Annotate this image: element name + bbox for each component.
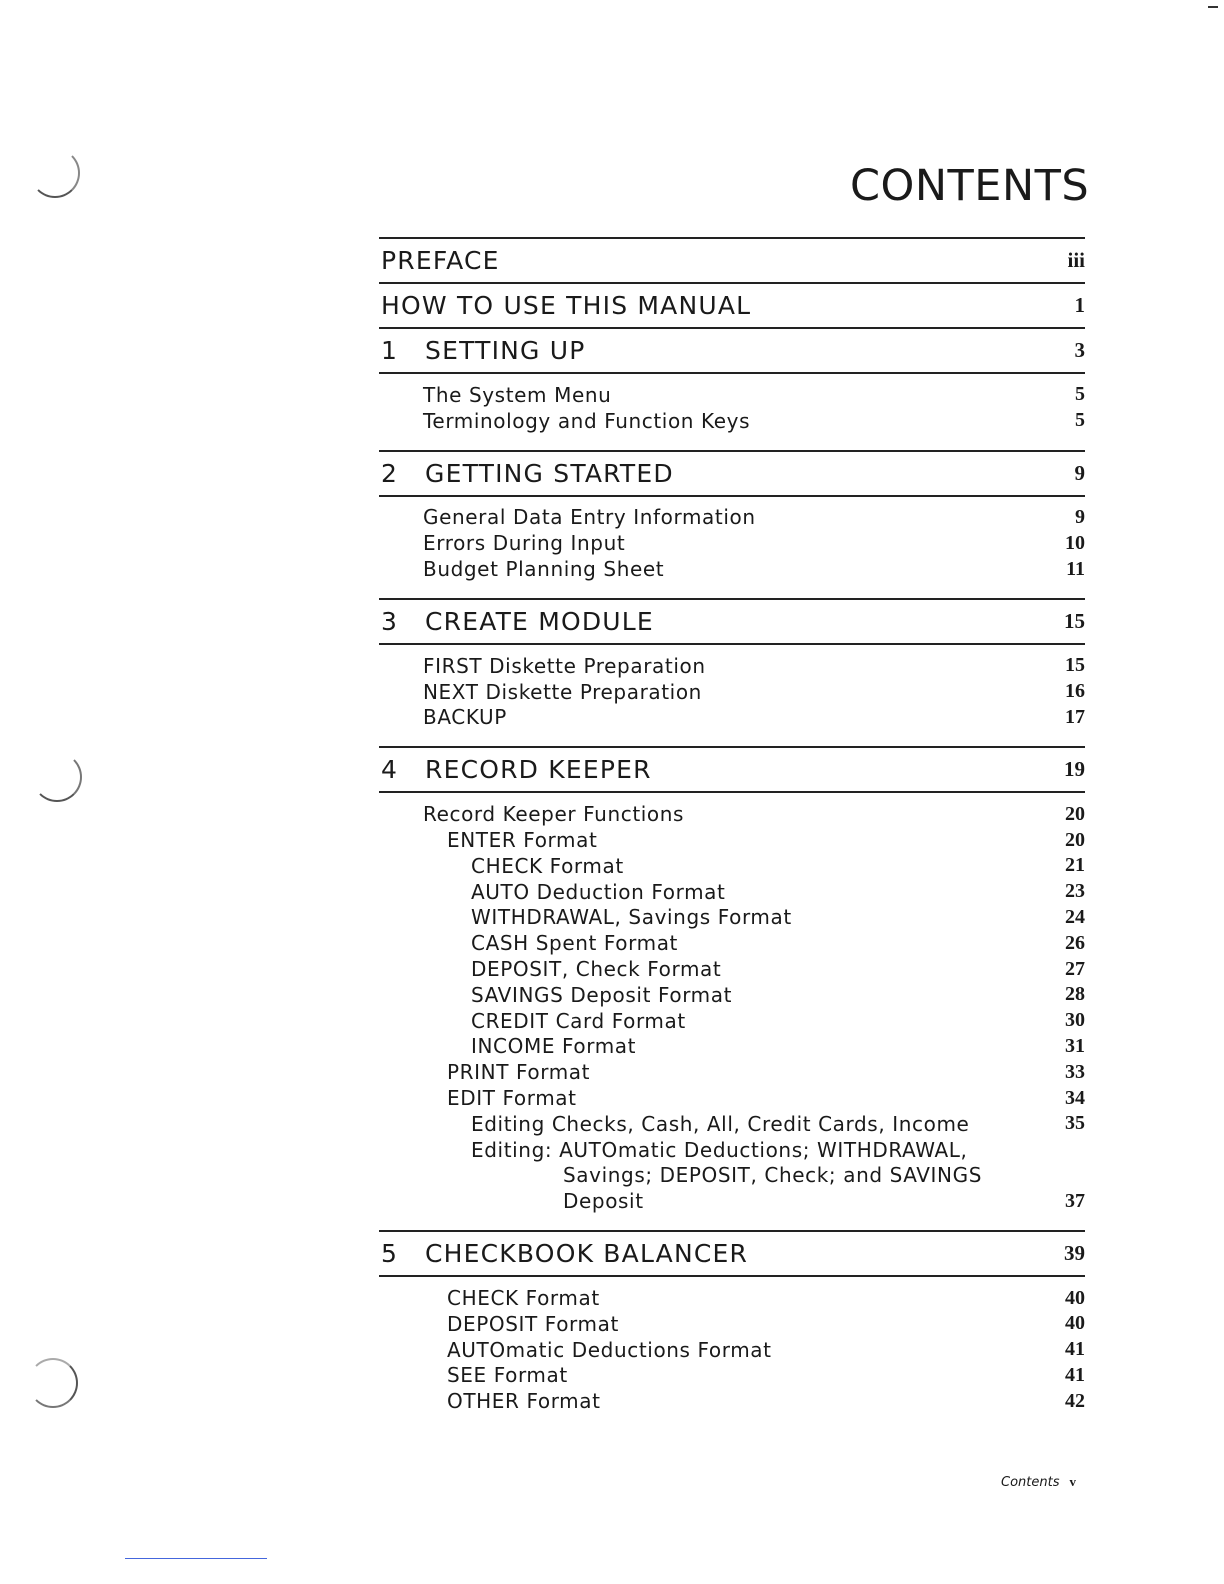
scan-underline-mark	[125, 1558, 267, 1559]
entry-page-number: 20	[1065, 828, 1085, 851]
entry-title: CASH Spent Format	[471, 931, 678, 956]
page-title: CONTENTS	[850, 161, 1090, 211]
chapter-page-number: 39	[1064, 1241, 1085, 1266]
entry-title: SAVINGS Deposit Format	[471, 982, 733, 1007]
entry-title: AUTOmatic Deductions Format	[447, 1337, 772, 1362]
entry-page-number: 5	[1075, 409, 1085, 432]
entry-page-number: 42	[1065, 1389, 1085, 1412]
chapter-page-number: 1	[1074, 293, 1085, 317]
binder-hole-mark	[30, 148, 80, 198]
toc-entry	[379, 1337, 1085, 1363]
toc-entry	[379, 853, 1085, 879]
toc-entry	[379, 1111, 1085, 1137]
entry-page-number: 40	[1065, 1286, 1085, 1309]
entry-title: NEXT Diskette Preparation	[423, 679, 702, 704]
chapter-row	[379, 284, 1085, 327]
chapter-title: PREFACE	[381, 246, 500, 275]
entry-page-number: 15	[1065, 654, 1085, 677]
entry-page-number: 41	[1065, 1363, 1085, 1386]
entry-list	[379, 1277, 1085, 1430]
entry-page-number: 34	[1065, 1086, 1085, 1109]
entry-title: FIRST Diskette Preparation	[423, 653, 706, 678]
chapter-row	[379, 452, 1085, 495]
toc-entry	[379, 1188, 1085, 1214]
toc-entry	[379, 982, 1085, 1008]
entry-page-number: 41	[1065, 1338, 1085, 1361]
toc-entry	[379, 1137, 1085, 1163]
entry-title: DEPOSIT, Check Format	[471, 957, 722, 982]
entry-title: The System Menu	[423, 382, 612, 407]
toc-entry	[379, 1285, 1085, 1311]
toc-entry	[379, 930, 1085, 956]
entry-page-number: 10	[1065, 531, 1085, 554]
entry-page-number: 23	[1065, 880, 1085, 903]
chapter-row	[379, 239, 1085, 282]
entry-title: EDIT Format	[447, 1086, 577, 1111]
entry-title: ENTER Format	[447, 828, 598, 853]
chapter-number: 1	[381, 336, 399, 365]
toc-entry	[379, 679, 1085, 705]
entry-title: Editing: AUTOmatic Deductions; WITHDRAWAL,	[471, 1137, 968, 1162]
entry-title: Terminology and Function Keys	[423, 408, 751, 433]
toc-entry	[379, 382, 1085, 408]
toc-entry	[379, 905, 1085, 931]
binder-hole-mark	[32, 752, 82, 802]
entry-title: Deposit	[563, 1189, 644, 1214]
edge-mark	[1208, 6, 1218, 8]
toc-entry	[379, 1363, 1085, 1389]
entry-list	[379, 374, 1085, 450]
toc-entry	[379, 1059, 1085, 1085]
entry-title: Errors During Input	[423, 531, 626, 556]
entry-title: PRINT Format	[447, 1060, 591, 1085]
chapter-title: SETTING UP	[425, 336, 586, 365]
entry-title: CHECK Format	[447, 1286, 600, 1311]
toc-entry	[379, 653, 1085, 679]
page-footer	[960, 1474, 1076, 1490]
entry-title: Editing Checks, Cash, All, Credit Cards, Income	[471, 1111, 970, 1136]
toc-entry	[379, 956, 1085, 982]
entry-page-number: 37	[1065, 1189, 1085, 1212]
entry-list	[379, 645, 1085, 746]
entry-page-number: 35	[1065, 1112, 1085, 1135]
entry-page-number: 16	[1065, 680, 1085, 703]
entry-page-number: 5	[1075, 383, 1085, 406]
chapter-title: HOW TO USE THIS MANUAL	[381, 291, 752, 320]
chapter-title: CHECKBOOK BALANCER	[425, 1239, 749, 1269]
entry-page-number: 17	[1065, 705, 1085, 728]
toc-entry	[379, 827, 1085, 853]
entry-title: BACKUP	[423, 705, 507, 730]
toc-entry	[379, 408, 1085, 434]
footer-label: Contents	[1001, 1475, 1060, 1490]
entry-page-number: 27	[1065, 957, 1085, 980]
entry-page-number: 9	[1075, 505, 1085, 528]
entry-title: DEPOSIT Format	[447, 1311, 619, 1336]
toc-entry	[379, 530, 1085, 556]
entry-title: CHECK Format	[471, 853, 624, 878]
toc-entry	[379, 1163, 1085, 1189]
entry-page-number: 21	[1065, 854, 1085, 877]
chapter-title: RECORD KEEPER	[425, 755, 652, 785]
toc-entry	[379, 1008, 1085, 1034]
chapter-page-number: iii	[1067, 248, 1085, 272]
entry-list	[379, 497, 1085, 598]
toc-entry	[379, 879, 1085, 905]
entry-page-number: 31	[1065, 1034, 1085, 1057]
toc-entry	[379, 1085, 1085, 1111]
entry-title: INCOME Format	[471, 1034, 637, 1059]
chapter-row	[379, 748, 1085, 791]
chapter-page-number: 9	[1074, 460, 1085, 485]
chapter-row	[379, 329, 1085, 372]
chapter-number: 4	[381, 755, 399, 785]
chapter-page-number: 19	[1064, 757, 1085, 782]
entry-page-number: 20	[1065, 802, 1085, 825]
binder-hole-mark	[28, 1358, 78, 1408]
entry-page-number: 28	[1065, 983, 1085, 1006]
toc-entry	[379, 1034, 1085, 1060]
entry-title: Record Keeper Functions	[423, 802, 685, 827]
entry-title: Savings; DEPOSIT, Check; and SAVINGS	[563, 1163, 983, 1188]
chapter-title: CREATE MODULE	[425, 606, 654, 636]
chapter-row	[379, 1232, 1085, 1275]
chapter-title: GETTING STARTED	[425, 458, 674, 488]
footer-page-number: v	[1069, 1474, 1076, 1489]
toc-entry	[379, 1388, 1085, 1414]
entry-title: WITHDRAWAL, Savings Format	[471, 905, 792, 930]
entry-title: AUTO Deduction Format	[471, 879, 726, 904]
entry-title: Budget Planning Sheet	[423, 557, 665, 582]
toc-entry	[379, 705, 1085, 731]
entry-title: SEE Format	[447, 1363, 568, 1388]
entry-title: OTHER Format	[447, 1389, 601, 1414]
toc-entry	[379, 505, 1085, 531]
entry-page-number: 11	[1066, 557, 1085, 580]
entry-page-number: 40	[1065, 1312, 1085, 1335]
toc-entry	[379, 556, 1085, 582]
chapter-number: 3	[381, 606, 399, 636]
entry-page-number: 26	[1065, 931, 1085, 954]
entry-page-number: 30	[1065, 1009, 1085, 1032]
entry-list	[379, 793, 1085, 1230]
chapter-row	[379, 600, 1085, 643]
chapter-page-number: 15	[1064, 608, 1085, 633]
toc-entry	[379, 1311, 1085, 1337]
entry-page-number: 24	[1065, 905, 1085, 928]
table-of-contents	[379, 237, 1085, 1430]
entry-title: CREDIT Card Format	[471, 1008, 686, 1033]
entry-title: General Data Entry Information	[423, 505, 756, 530]
toc-entry	[379, 801, 1085, 827]
chapter-number: 2	[381, 458, 399, 488]
entry-page-number: 33	[1065, 1060, 1085, 1083]
chapter-page-number: 3	[1074, 338, 1085, 362]
chapter-number: 5	[381, 1239, 399, 1269]
